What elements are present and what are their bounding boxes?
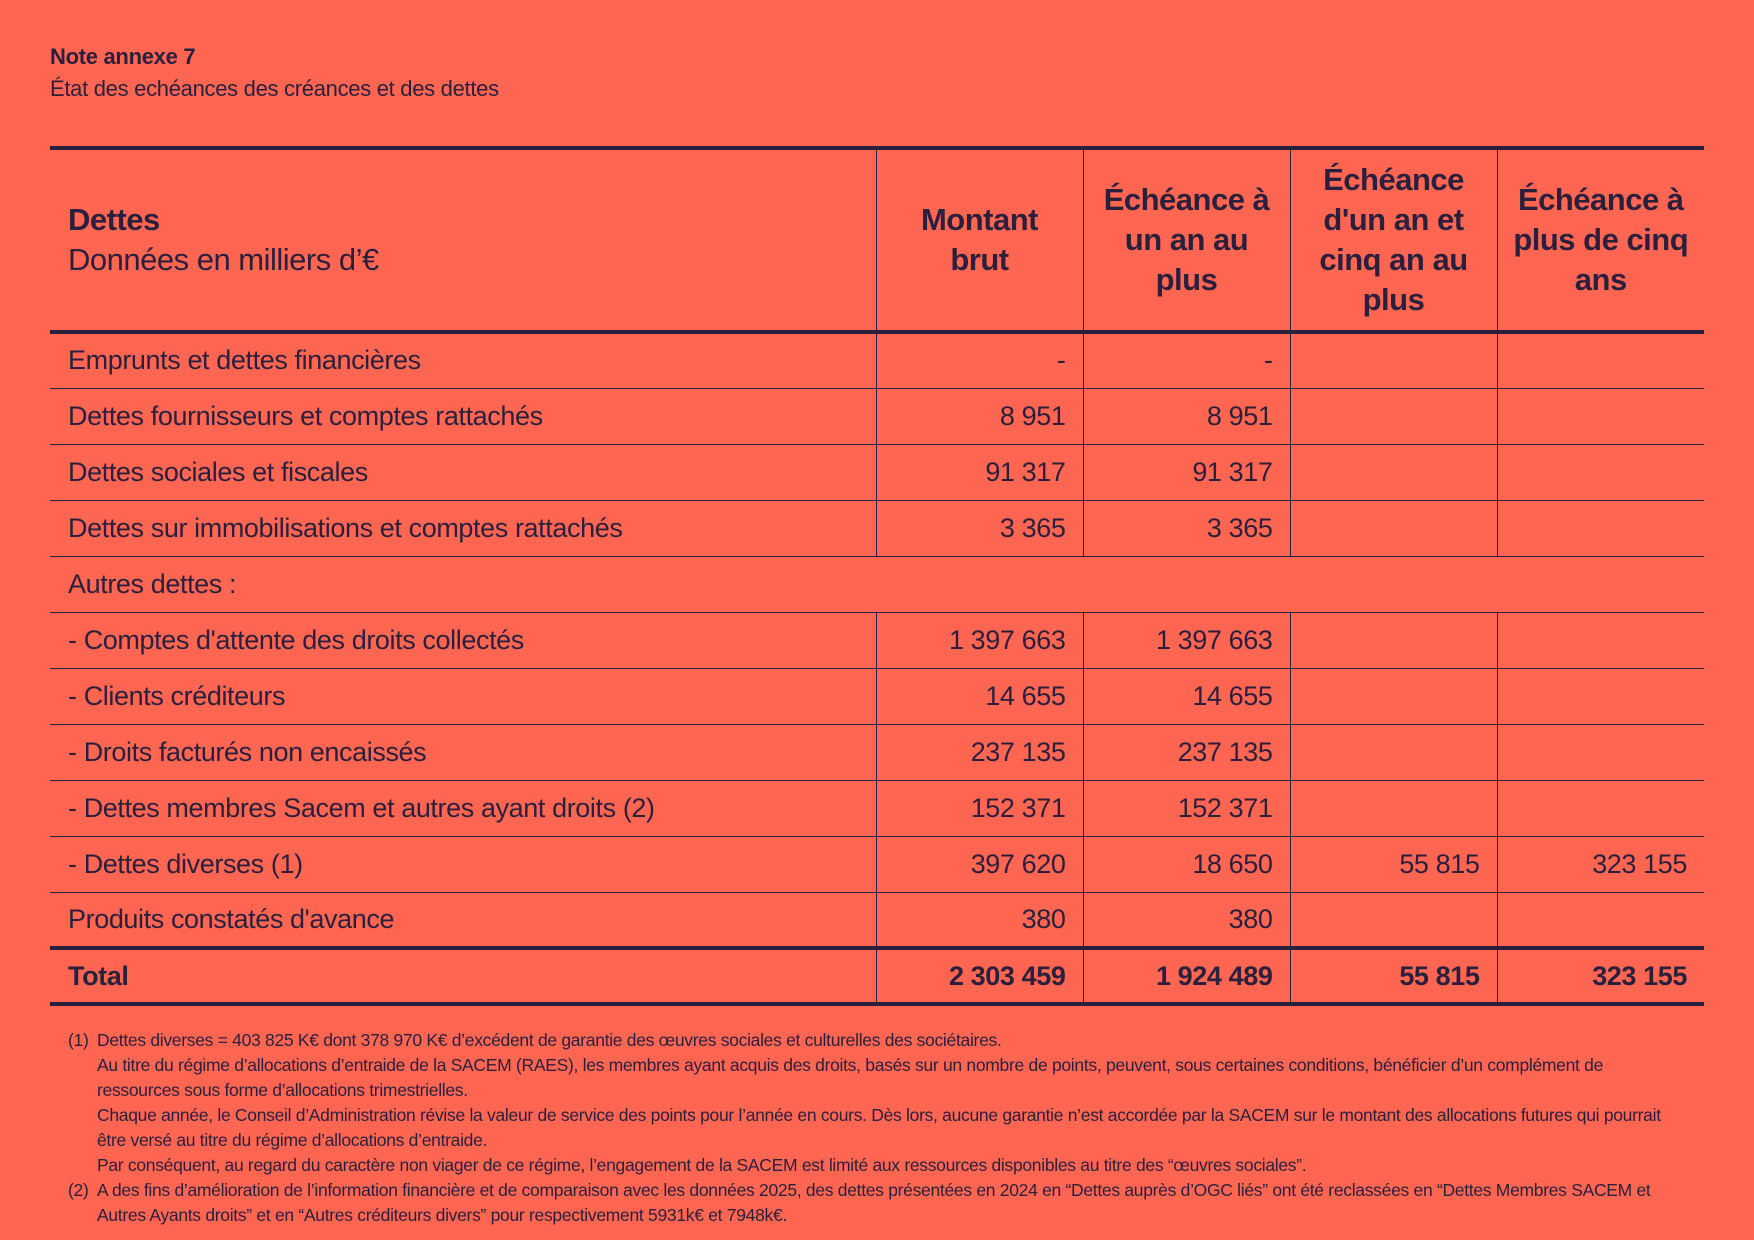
table-row: [50, 668, 1704, 724]
footnote-body: [97, 1028, 1688, 1178]
footnote-line: Par conséquent, au regard du caractère non viager de ce régime, l’engagement de la SACEM est limité aux ressources disponibles au titre des “œuvres sociales”.: [97, 1155, 1307, 1175]
table-header-row: [50, 148, 1704, 332]
cell-un-an: 3 365: [1083, 500, 1290, 556]
cell-montant-brut: 152 371: [876, 780, 1083, 836]
header-label-cell: [50, 148, 876, 332]
cell-plus-cinq-ans: [1497, 612, 1704, 668]
footnote-line: Dettes diverses = 403 825 K€ dont 378 970 K€ d’excédent de garantie des œuvres sociales et culturelles des sociétaires.: [97, 1030, 1002, 1050]
cell-montant-brut: 91 317: [876, 444, 1083, 500]
cell-un-cinq-ans: [1290, 388, 1497, 444]
cell-un-an: 18 650: [1083, 836, 1290, 892]
page-heading: [50, 44, 499, 102]
row-label: Emprunts et dettes financières: [50, 332, 876, 388]
table-row: [50, 444, 1704, 500]
cell-montant-brut: 14 655: [876, 668, 1083, 724]
footnote-1: [68, 1028, 1688, 1178]
cell-un-an: 1 397 663: [1083, 612, 1290, 668]
cell-plus-cinq-ans: [1497, 780, 1704, 836]
row-label: - Comptes d'attente des droits collectés: [50, 612, 876, 668]
cell-plus-cinq-ans: [1497, 668, 1704, 724]
row-label: - Dettes diverses (1): [50, 836, 876, 892]
cell-un-cinq-ans: [1290, 332, 1497, 388]
cell-un-an: 91 317: [1083, 444, 1290, 500]
cell-montant-brut: 8 951: [876, 388, 1083, 444]
table-row: [50, 724, 1704, 780]
cell-un-an: 152 371: [1083, 780, 1290, 836]
header-montant-brut: Montant brut: [876, 148, 1083, 332]
cell-un-cinq-ans: [1290, 444, 1497, 500]
cell-un-an: -: [1083, 332, 1290, 388]
total-montant-brut: 2 303 459: [876, 948, 1083, 1004]
row-label: Dettes sociales et fiscales: [50, 444, 876, 500]
table-row: [50, 836, 1704, 892]
cell-montant-brut: 380: [876, 892, 1083, 948]
footnotes: [68, 1028, 1688, 1228]
cell-un-an: 237 135: [1083, 724, 1290, 780]
row-label: Produits constatés d'avance: [50, 892, 876, 948]
cell-un-an: 380: [1083, 892, 1290, 948]
total-plus-cinq-ans: 323 155: [1497, 948, 1704, 1004]
table-row: [50, 892, 1704, 948]
cell-un-an: 8 951: [1083, 388, 1290, 444]
note-subtitle: État des echéances des créances et des dettes: [50, 76, 499, 101]
cell-un-cinq-ans: [1290, 892, 1497, 948]
footnote-body: [97, 1178, 1688, 1228]
cell-plus-cinq-ans: [1497, 332, 1704, 388]
cell-plus-cinq-ans: [1497, 500, 1704, 556]
header-echeance-plus-cinq-ans: Échéance à plus de cinq ans: [1497, 148, 1704, 332]
header-title: Dettes: [68, 202, 160, 237]
footnote-line: Chaque année, le Conseil d’Administration révise la valeur de service des points pour l’année en cours. Dès lors, aucune garantie n’est accordée par la SACEM sur le montant des allocations futures qui pourrait être versé au titre du régime d’allocations d’entraide.: [97, 1105, 1661, 1150]
cell-plus-cinq-ans: [1497, 388, 1704, 444]
footnote-line: Au titre du régime d’allocations d’entraide de la SACEM (RAES), les membres ayant acquis des droits, basés sur un nombre de points, peuvent, sous certaines conditions, bénéficier d’un complément de ressources sous forme d’allocations trimestrielles.: [97, 1055, 1604, 1100]
cell-un-cinq-ans: [1290, 724, 1497, 780]
section-row: [50, 556, 1704, 612]
debts-maturity-table: [50, 146, 1704, 1006]
cell-montant-brut: 3 365: [876, 500, 1083, 556]
row-label: Dettes fournisseurs et comptes rattachés: [50, 388, 876, 444]
cell-montant-brut: 237 135: [876, 724, 1083, 780]
table-row: [50, 612, 1704, 668]
cell-un-cinq-ans: [1290, 612, 1497, 668]
table-row: [50, 500, 1704, 556]
cell-plus-cinq-ans: [1497, 444, 1704, 500]
cell-un-cinq-ans: [1290, 668, 1497, 724]
cell-un-cinq-ans: [1290, 500, 1497, 556]
total-un-cinq-ans: 55 815: [1290, 948, 1497, 1004]
cell-plus-cinq-ans: [1497, 892, 1704, 948]
footnote-2: [68, 1178, 1688, 1228]
header-unit: Données en milliers d’€: [68, 242, 379, 277]
section-label: Autres dettes :: [50, 556, 1704, 612]
row-label: - Clients créditeurs: [50, 668, 876, 724]
footnote-marker: (1): [68, 1030, 89, 1050]
row-label: Dettes sur immobilisations et comptes rattachés: [50, 500, 876, 556]
total-row: [50, 948, 1704, 1004]
cell-montant-brut: 397 620: [876, 836, 1083, 892]
cell-plus-cinq-ans: [1497, 724, 1704, 780]
total-label: Total: [50, 948, 876, 1004]
table-row: [50, 780, 1704, 836]
table-row: [50, 332, 1704, 388]
cell-montant-brut: -: [876, 332, 1083, 388]
footnote-marker: (2): [68, 1180, 89, 1200]
cell-un-an: 14 655: [1083, 668, 1290, 724]
cell-un-cinq-ans: 55 815: [1290, 836, 1497, 892]
header-echeance-un-cinq-ans: Échéance d'un an et cinq an au plus: [1290, 148, 1497, 332]
note-title: Note annexe 7: [50, 44, 196, 69]
table-row: [50, 388, 1704, 444]
header-echeance-un-an: Échéance à un an au plus: [1083, 148, 1290, 332]
total-un-an: 1 924 489: [1083, 948, 1290, 1004]
cell-un-cinq-ans: [1290, 780, 1497, 836]
cell-montant-brut: 1 397 663: [876, 612, 1083, 668]
footnote-line: A des fins d’amélioration de l’information financière et de comparaison avec les données 2025, des dettes présentées en 2024 en “Dettes auprès d’OGC liés” ont été reclassées en “Dettes Membres SACEM et Autres Ayants droits” et en “Autres créditeurs divers” pour respectivement 5931k€ et 7948k€.: [97, 1180, 1651, 1225]
row-label: - Droits facturés non encaissés: [50, 724, 876, 780]
row-label: - Dettes membres Sacem et autres ayant droits (2): [50, 780, 876, 836]
cell-plus-cinq-ans: 323 155: [1497, 836, 1704, 892]
